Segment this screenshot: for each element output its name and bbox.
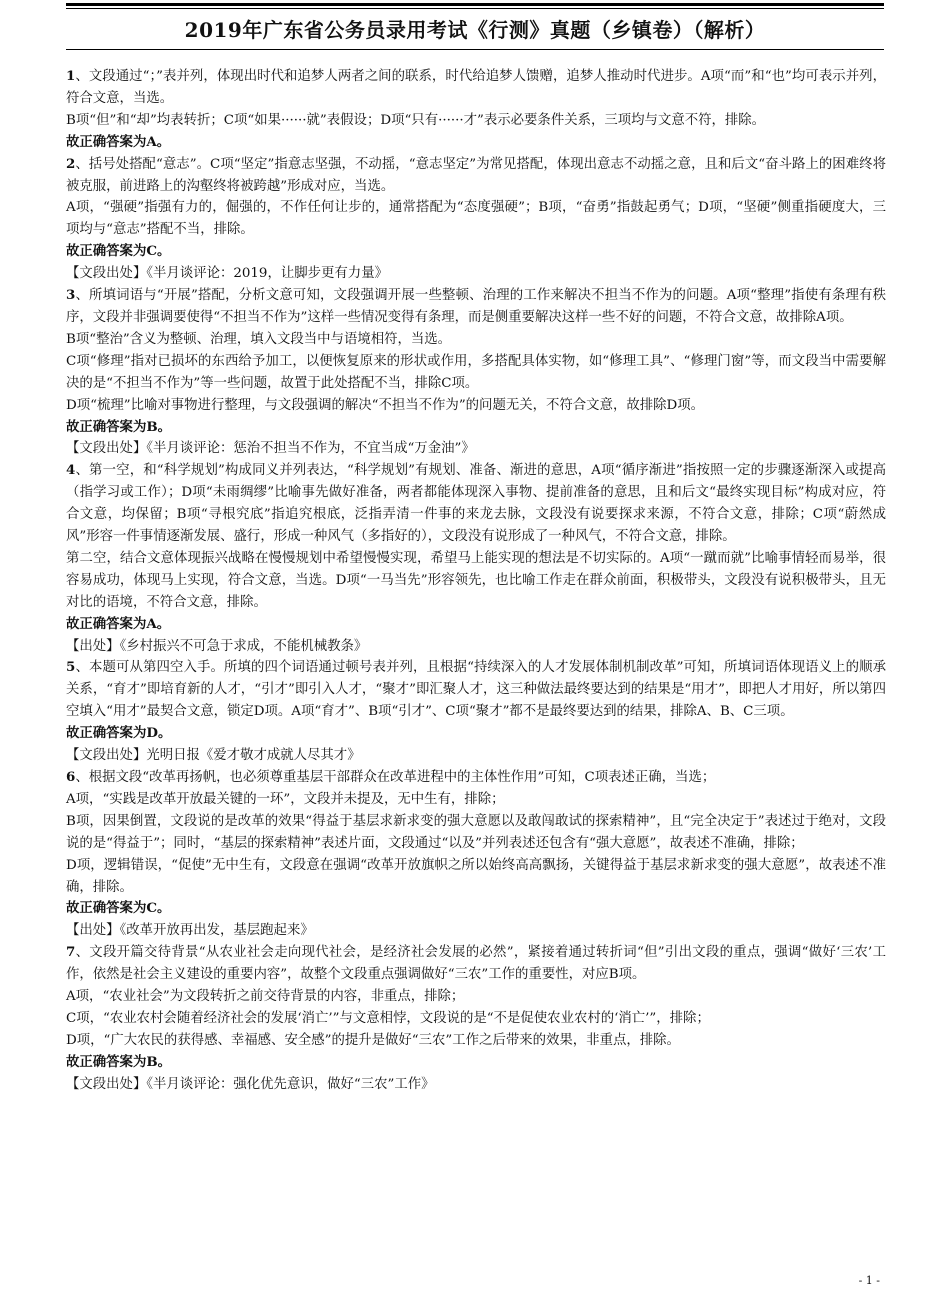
explanation-paragraph: B项，因果倒置，文段说的是改革的效果“得益于基层求新求变的强大意愿以及敢闯敢试的探索精神”，且“完全决定于”表述过于绝对，文段说的是“得益于”；同时，“基层的探索精神”表述片面，文段通过“以及”并列表述还包含有“强大意愿”，故表述不准确，排除；: [66, 813, 886, 851]
top-rule: [66, 3, 884, 6]
question-paragraph: [66, 460, 886, 548]
question-number: 7: [66, 944, 76, 961]
explanation-paragraph: B项“整治”含义为整顿、治理，填入文段当中与语境相符，当选。: [66, 331, 452, 347]
explanation-paragraph: D项，逻辑错误，“促使”无中生有，文段意在强调“改革开放旗帜之所以始终高高飘扬，关键得益于基层求新求变的强大意愿”，故表述不准确，排除。: [66, 857, 886, 895]
explanation-paragraph: B项“但”和“却”均表转折；C项“如果······就”表假设；D项“只有······才”表示必要条件关系，三项均与文意不符，排除。: [66, 112, 766, 128]
title-rule: [66, 49, 884, 50]
answer-line: 故正确答案为C。: [66, 243, 171, 260]
question-paragraph: [66, 154, 886, 198]
question-number: 1: [66, 68, 76, 84]
question-number: 6: [66, 769, 76, 785]
explanation-paragraph: 【文段出处】《半月谈评论：2019，让脚步更有力量》: [66, 266, 388, 282]
explanation-paragraph: A项，“强硬”指强有力的，倔强的，不作任何让步的，通常搭配为“态度强硬”；B项，“奋勇”指鼓起勇气；D项，“坚硬”侧重指硬度大，三项均与“意志”搭配不当，排除。: [66, 200, 886, 238]
question-text: 、文段通过“；”表并列，体现出时代和追梦人两者之间的联系，时代给追梦人馈赠，追梦人推动时代进步。A项“而”和“也”均可表示并列，符合文意，当选。: [66, 69, 886, 106]
top-rule-thin: [66, 8, 884, 9]
explanation-paragraph: D项，“广大农民的获得感、幸福感、安全感”的提升是做好“三农”工作之后带来的效果，非重点，排除。: [66, 1032, 680, 1048]
answer-line: 故正确答案为C。: [66, 900, 171, 917]
document-body: [66, 66, 886, 1096]
explanation-paragraph: 【出处】《改革开放再出发，基层跑起来》: [66, 923, 314, 939]
question-paragraph: [66, 66, 886, 110]
explanation-paragraph: C项，“农业农村会随着经济社会的发展‘消亡’”与文意相悖，文段说的是“不是促使农业农村的‘消亡’”，排除；: [66, 1010, 710, 1026]
question-paragraph: [66, 942, 886, 986]
question-text: 、根据文段“改革再扬帆，也必须尊重基层干部群众在改革进程中的主体性作用”可知，C项表述正确，当选；: [75, 770, 716, 785]
question-paragraph: [66, 767, 886, 789]
question-text: 、第一空，和“科学规划”构成同义并列表达，“科学规划”有规划、准备、渐进的意思，A项“循序渐进”指按照一定的步骤逐渐深入或提高（指学习或工作）；D项“未雨绸缪”比喻事先做好准备，两者都能体现深入事物、提前准备的意思，且和后文“最终实现目标”构成对应，符合文意，均保留；B项“寻根究底”指追究根底，泛指弄清一件事的来龙去脉，文段没有说要探求来源，不符合文意，排除；C项“蔚然成风”形容一件事情逐渐发展、盛行，形成一种风气（多指好的），文段没有说形成了一种风气，不符合文意，排除。: [66, 463, 886, 545]
explanation-paragraph: A项，“实践是改革开放最关键的一环”，文段并未提及，无中生有，排除；: [66, 791, 505, 807]
answer-line: 故正确答案为B。: [66, 418, 172, 435]
explanation-paragraph: 【文段出处】《半月谈评论：惩治不担当不作为，不宜当成“万金油”》: [66, 441, 475, 457]
question-number: 4: [66, 462, 76, 479]
explanation-paragraph: 第二空，结合文意体现振兴战略在慢慢规划中希望慢慢实现，希望马上能实现的想法是不切实际的。A项“一蹴而就”比喻事情轻而易举，很容易成功，体现马上实现，符合文意，当选。D项“一马当先”形容领先，也比喻工作走在群众前面，积极带头，文段没有说积极带头，且无对比的语境，不符合文意，排除。: [66, 550, 886, 610]
explanation-paragraph: C项“修理”指对已损坏的东西给予加工，以便恢复原来的形状或作用，多搭配具体实物，如“修理工具”、“修理门窗”等，而文段当中需要解决的是“不担当不作为”等一些问题，故置于此处搭配不当，排除C项。: [66, 353, 886, 391]
explanation-paragraph: A项，“农业社会”为文段转折之前交待背景的内容，非重点，排除；: [66, 989, 465, 1005]
explanation-paragraph: 【出处】《乡村振兴不可急于求成，不能机械教条》: [66, 638, 368, 654]
question-text: 、所填词语与“开展”搭配，分析文意可知，文段强调开展一些整顿、治理的工作来解决不担当不作为的问题。A项“整理”指使有条理有秩序，文段并非强调要使得“不担当不作为”这样一些情况变得有条理，而是侧重要解决这样一些不好的问题，不符合文意，故排除A项。: [66, 288, 886, 325]
answer-line: 故正确答案为A。: [66, 133, 171, 150]
question-number: 3: [66, 287, 76, 304]
page-number: - 1 -: [858, 1274, 880, 1287]
answer-line: 故正确答案为B。: [66, 1053, 172, 1070]
question-text: 、本题可从第四空入手。所填的四个词语通过顿号表并列，且根据“持续深入的人才发展体制机制改革”可知，所填词语体现语义上的顺承关系，“育才”即培育新的人才，“引才”即引入人才，“聚才”即汇聚人才，这三种做法最终要达到的结果是“用才”，即把人才用好，所以第四空填入“用才”最契合文意，锁定D项。A项“育才”、B项“引才”、C项“聚才”都不是最终要达到的结果，排除A、B、C三项。: [66, 660, 886, 720]
answer-line: 故正确答案为D。: [66, 725, 172, 742]
explanation-paragraph: D项“梳理”比喻对事物进行整理，与文段强调的解决“不担当不作为”的问题无关，不符合文意，故排除D项。: [66, 397, 705, 413]
page-title: 2019年广东省公务员录用考试《行测》真题（乡镇卷）（解析）: [184, 18, 766, 42]
question-paragraph: [66, 285, 886, 329]
answer-line: 故正确答案为A。: [66, 615, 171, 632]
explanation-paragraph: 【文段出处】光明日报《爱才敬才成就人尽其才》: [66, 748, 361, 764]
question-text: 、文段开篇交待背景“从农业社会走向现代社会，是经济社会发展的必然”，紧接着通过转折词“但”引出文段的重点，强调“做好‘三农’工作，依然是社会主义建设的重要内容”，故整个文段重点强调做好“三农”工作的重要性，对应B项。: [66, 945, 886, 983]
question-paragraph: [66, 657, 886, 723]
question-number: 5: [66, 659, 76, 676]
explanation-paragraph: 【文段出处】《半月谈评论：强化优先意识，做好“三农”工作》: [66, 1076, 435, 1092]
question-number: 2: [66, 155, 76, 172]
question-text: 、括号处搭配“意志”。C项“坚定”指意志坚强，不动摇，“意志坚定”为常见搭配，体现出意志不动摇之意，且和后文“奋斗路上的困难终将被克服，前进路上的沟壑终将被跨越”形成对应，当选。: [66, 156, 886, 194]
